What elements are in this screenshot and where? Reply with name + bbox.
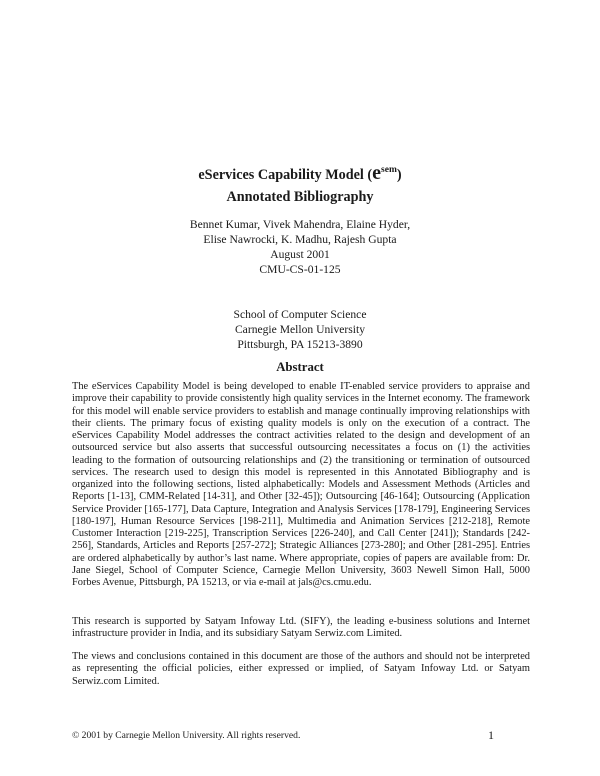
disclaimer-paragraph: The views and conclusions contained in this document are those of the authors and should not be interpreted as representing the official policies, either expressed or implied, of Satyam Infoway Ltd. or Satyam Serwiz.com Limited.	[72, 651, 530, 687]
model-letter: e	[372, 162, 382, 184]
title-line1-prefix: eServices Capability Model (	[198, 167, 373, 183]
copyright-notice: © 2001 by Carnegie Mellon University. All rights reserved.	[72, 730, 301, 741]
affiliation-university: Carnegie Mellon University	[234, 323, 366, 336]
title-line1-suffix: )	[396, 167, 402, 183]
author-line-2: Elise Nawrocki, K. Madhu, Rajesh Gupta	[203, 233, 397, 246]
paper-title	[0, 163, 600, 185]
model-superscript: sem	[381, 165, 397, 175]
abstract-paragraph: The eServices Capability Model is being developed to enable IT-enabled service providers to appraise and improve their capability to provide consistently high quality services in the Internet economy. The framework for this model will enable service providers to establish and manage continually improving relationships with their clients. The primary focus of existing quality models is only on the execution of a contract. The eServices Capability Model addresses the contract activities related to the design and development of an outsourced service but also asserts that successful outsourcing necessitates a focus on (1) the activities leading to the formation of outsourcing relationships and (2) the transitioning or termination of outsourced services. The research used to design this model is represented in this Annotated Bibliography and is organized into the following sections, listed alphabetically: Models and Assessment Methods (Articles and Reports [1-13], CMM-Related [14-31], and Other [32-45]); Outsourcing [46-164]; Outsourcing (Application Service Provider [165-177], Data Capture, Integration and Analysis Services [178-179], Engineering Services [180-197], Human Resource Services [198-211], Multimedia and Animation Services [212-218], Remote Customer Interaction [219-225], Transcription Services [226-240], and Call Center [241]); Standards [242-256], Standards, Articles and Reports [257-272]; Strategic Alliances [273-280]; and Other [281-295]. Entries are ordered alphabetically by author’s last name. Where appropriate, copies of papers are available from: Dr. Jane Siegel, School of Computer Science, Carnegie Mellon University, 3603 Newell Simon Hall, 5000 Forbes Avenue, Pittsburgh, PA 15213, or via e-mail at jals@cs.cmu.edu.	[72, 381, 530, 588]
report-number: CMU-CS-01-125	[259, 263, 341, 276]
page-number: 1	[488, 728, 494, 742]
paper-subtitle: Annotated Bibliography	[226, 189, 374, 205]
support-paragraph: This research is supported by Satyam Infoway Ltd. (SIFY), the leading e-business solutions and Internet infrastructure provider in India, and its subsidiary Satyam Serwiz.com Limited.	[72, 616, 530, 640]
abstract-heading: Abstract	[276, 360, 324, 374]
author-line-1: Bennet Kumar, Vivek Mahendra, Elaine Hyder,	[189, 218, 411, 231]
affiliation-school: School of Computer Science	[233, 308, 367, 321]
report-date: August 2001	[270, 248, 330, 261]
affiliation-address: Pittsburgh, PA 15213-3890	[237, 338, 363, 351]
